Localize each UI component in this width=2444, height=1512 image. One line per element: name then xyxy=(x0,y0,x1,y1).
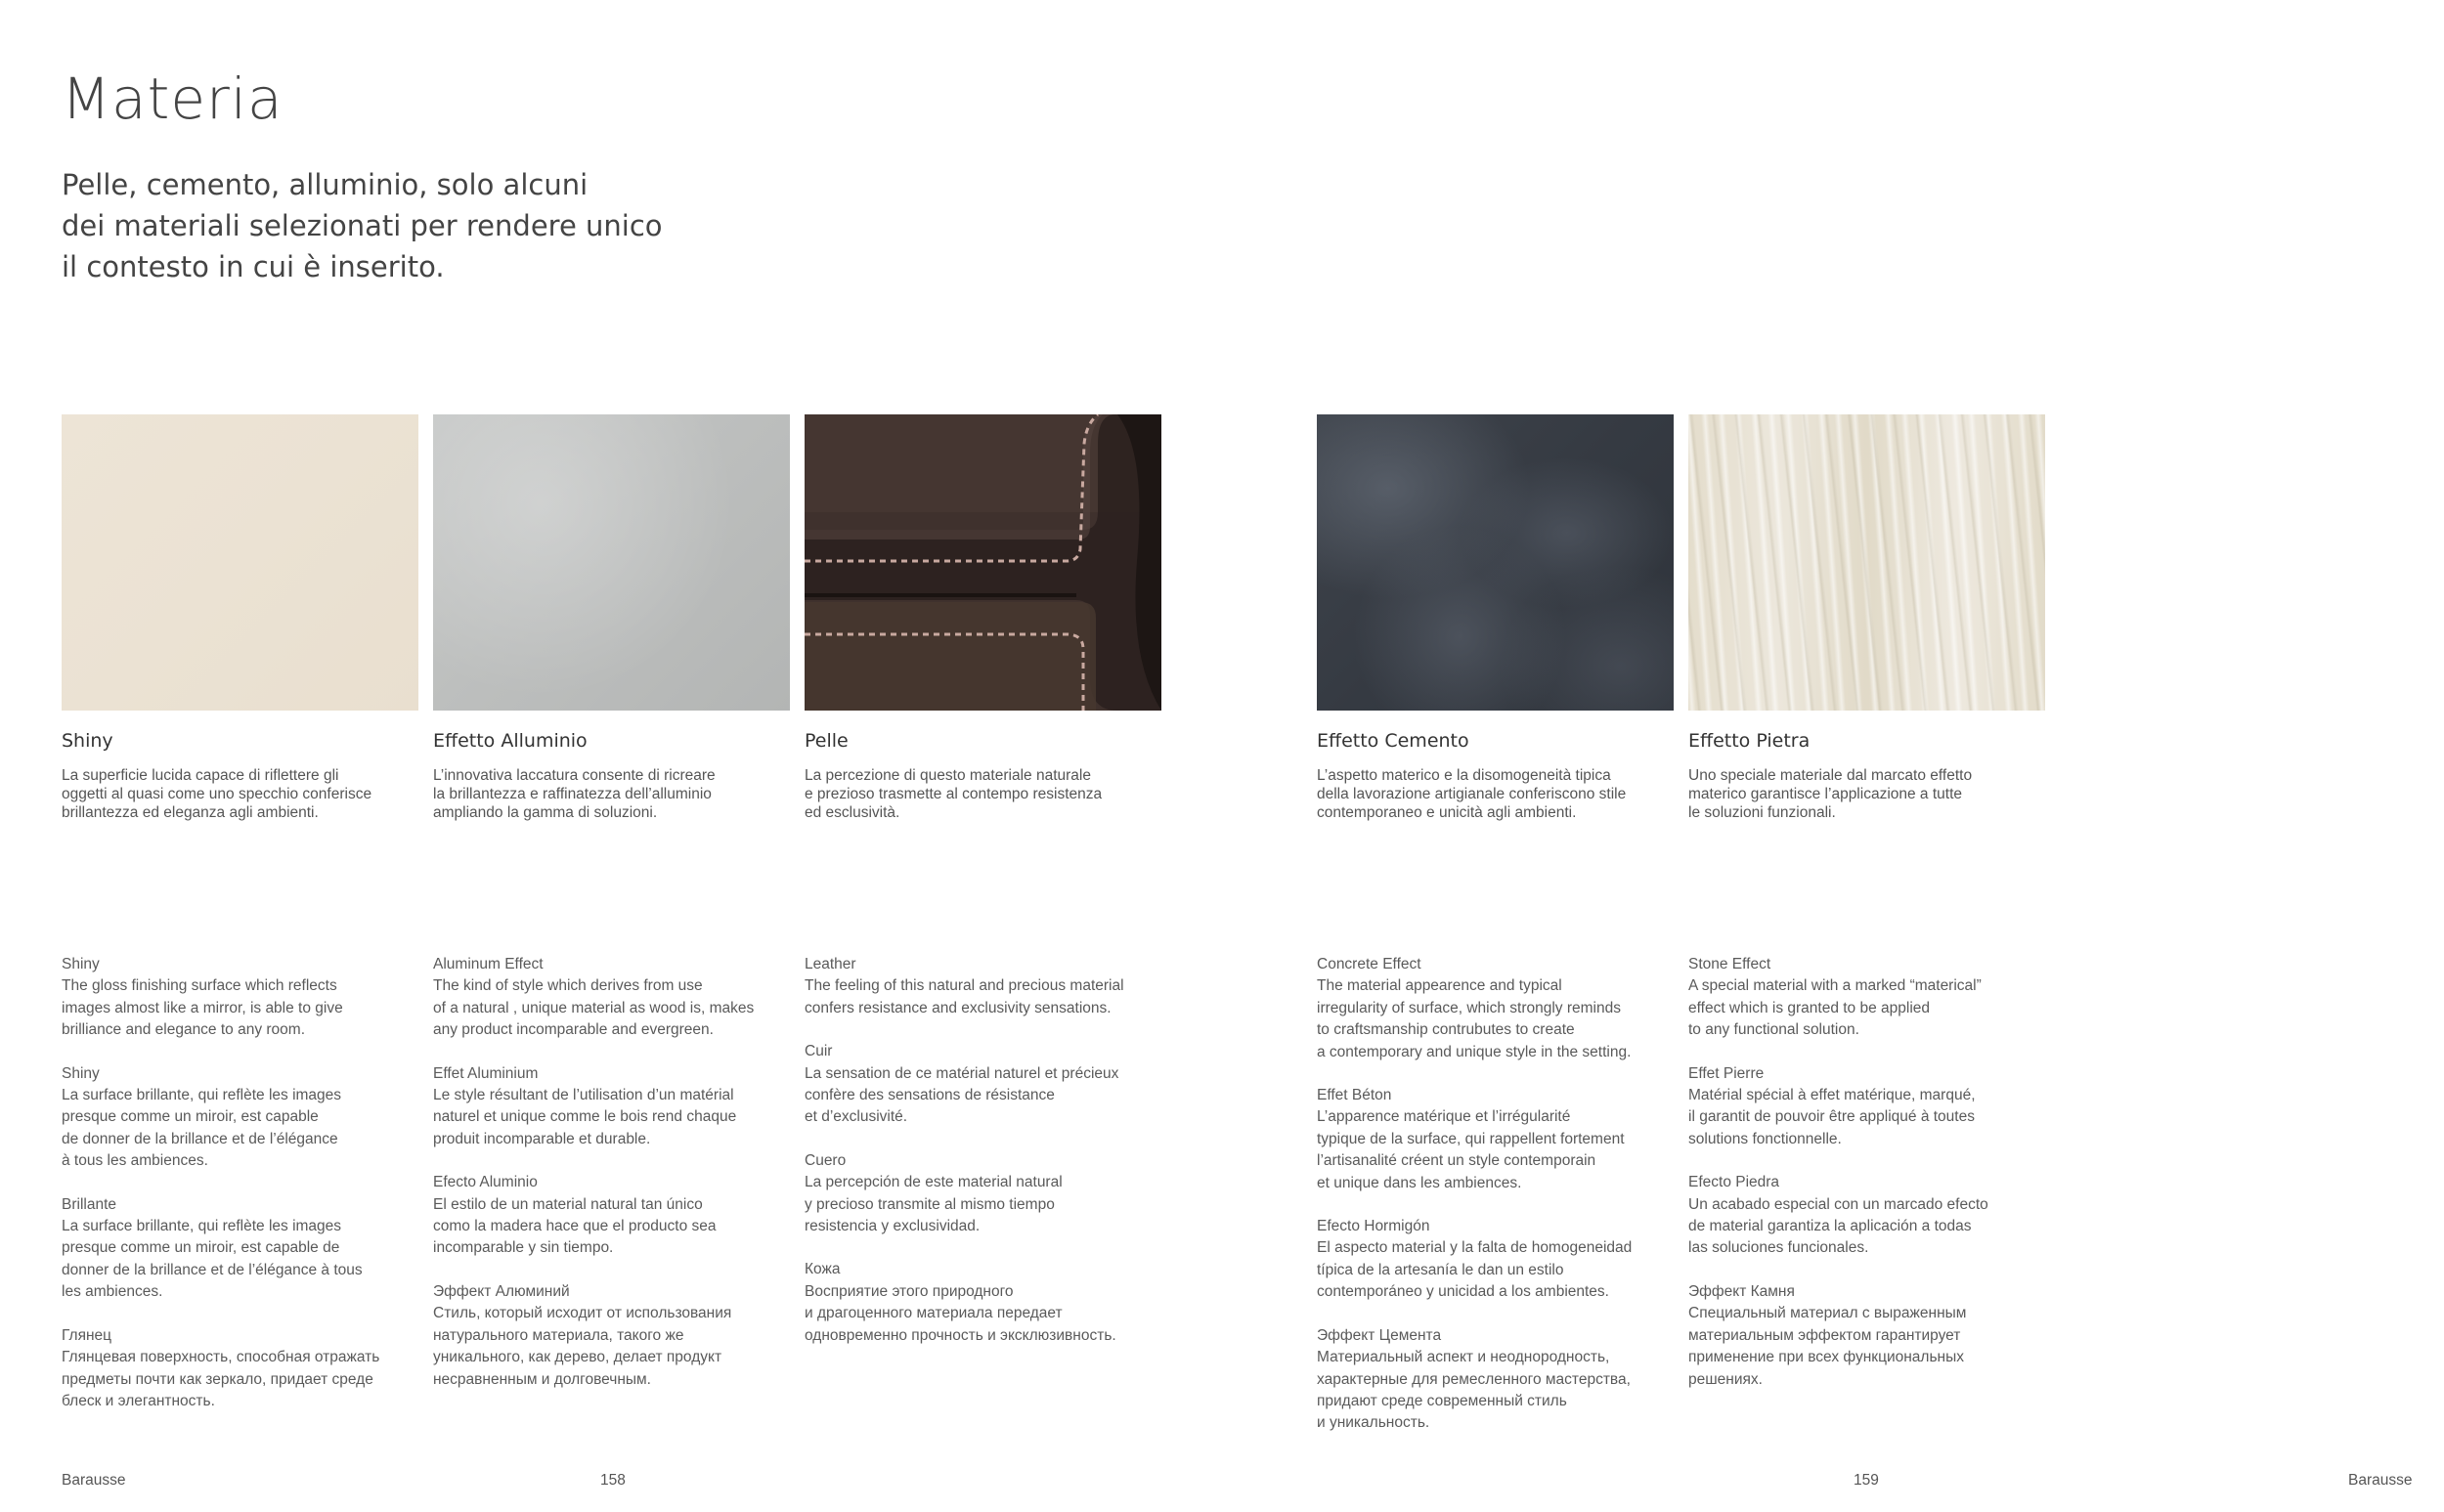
aluminium-swatch-image xyxy=(433,414,790,711)
translation-block xyxy=(805,1041,1176,1129)
translation-block xyxy=(433,1063,805,1151)
translation-block xyxy=(1688,954,2060,1042)
translation-line: produit incomparable et durable. xyxy=(433,1130,651,1147)
translation-line: confers resistance and exclusivity sensations. xyxy=(805,999,1112,1016)
material-card-shiny xyxy=(62,414,418,822)
material-name: Pelle xyxy=(805,730,849,752)
translation-line: típica de la artesanía le dan un estilo xyxy=(1317,1261,1564,1278)
translation-line: El estilo de un material natural tan único xyxy=(433,1195,703,1213)
translation-line: предметы почти как зеркало, придает среде xyxy=(62,1370,373,1388)
description-line: La percezione di questo materiale naturale xyxy=(805,767,1091,784)
material-description xyxy=(62,766,418,822)
translation-label: Cuero xyxy=(805,1151,847,1169)
translation-line: La surface brillante, qui reflète les images xyxy=(62,1218,342,1235)
cement-swatch-image xyxy=(1317,414,1674,711)
description-line: della lavorazione artigianale conferiscono stile xyxy=(1317,786,1627,802)
material-name: Effetto Pietra xyxy=(1688,730,1811,752)
translation-line: A special material with a marked “materical” xyxy=(1688,977,1982,995)
description-line: La superficie lucida capace di riflettere gli xyxy=(62,767,339,784)
translation-block xyxy=(1688,1063,2060,1151)
translation-label: Efecto Piedra xyxy=(1688,1174,1780,1191)
translation-line: como la madera hace que el producto sea xyxy=(433,1218,717,1235)
translation-line: и уникальность. xyxy=(1317,1414,1430,1432)
translation-label: Shiny xyxy=(62,956,100,972)
page-number-left: 158 xyxy=(600,1472,626,1489)
description-line: oggetti al quasi come uno specchio conferisce xyxy=(62,786,372,802)
description-line: ed esclusività. xyxy=(805,804,900,821)
translation-block xyxy=(1317,1085,1688,1194)
translation-line: confère des sensations de résistance xyxy=(805,1087,1055,1104)
description-line: e prezioso trasmette al contempo resistenza xyxy=(805,786,1103,802)
material-description xyxy=(805,766,1161,822)
translation-text xyxy=(62,1216,433,1304)
translation-line: of a natural , unique material as wood is, makes xyxy=(433,999,755,1016)
translation-text xyxy=(1317,1237,1688,1303)
translation-line: Восприятие этого природного xyxy=(805,1282,1014,1300)
translation-line: придают среде современный стиль xyxy=(1317,1392,1567,1409)
translation-label: Leather xyxy=(805,956,856,972)
translation-line: las soluciones funcionales. xyxy=(1688,1239,1869,1257)
translation-line: материальным эффектом гарантирует xyxy=(1688,1326,1961,1344)
translation-block xyxy=(433,1172,805,1260)
translation-block xyxy=(1317,954,1688,1063)
page-title: Materia xyxy=(62,65,284,132)
material-card-cement xyxy=(1317,414,1674,822)
translation-line: уникального, как дерево, делает продукт xyxy=(433,1349,722,1366)
translation-line: Matérial spécial à effet matérique, marqué, xyxy=(1688,1087,1976,1104)
translation-text xyxy=(1688,1194,2060,1260)
translation-block xyxy=(805,954,1176,1019)
description-line: materico garantisce l’applicazione a tutte xyxy=(1688,786,1963,802)
translation-text xyxy=(1688,975,2060,1041)
translation-line: effect which is granted to be applied xyxy=(1688,999,1931,1016)
translation-line: Le style résultant de l’utilisation d’un matérial xyxy=(433,1087,734,1104)
subtitle-line: dei materiali selezionati per rendere unico xyxy=(62,209,663,242)
translation-label: Кожа xyxy=(805,1261,841,1278)
material-card-aluminium xyxy=(433,414,790,822)
translation-text xyxy=(62,1347,433,1412)
translation-label: Effet Béton xyxy=(1317,1087,1392,1104)
material-name: Shiny xyxy=(62,730,113,752)
translation-line: les ambiences. xyxy=(62,1283,163,1301)
material-card-leather xyxy=(805,414,1161,822)
translation-line: The material appearence and typical xyxy=(1317,977,1562,995)
translation-line: irregularity of surface, which strongly reminds xyxy=(1317,999,1621,1016)
translation-text xyxy=(805,1172,1176,1237)
description-line: L’aspetto materico e la disomogeneità tipica xyxy=(1317,767,1611,784)
translation-line: y precioso transmite al mismo tiempo xyxy=(805,1195,1055,1213)
translation-line: The feeling of this natural and precious material xyxy=(805,977,1124,995)
translation-label: Efecto Aluminio xyxy=(433,1174,538,1191)
description-line: ampliando la gamma di soluzioni. xyxy=(433,804,658,821)
translation-text xyxy=(1688,1303,2060,1391)
translation-line: donner de la brillance et de l’élégance à tous xyxy=(62,1261,363,1278)
translation-block xyxy=(1688,1172,2060,1260)
description-line: le soluzioni funzionali. xyxy=(1688,804,1836,821)
translation-label: Efecto Hormigón xyxy=(1317,1218,1430,1235)
translation-block xyxy=(62,1063,433,1173)
description-line: brillantezza ed eleganza agli ambienti. xyxy=(62,804,319,821)
translation-line: de donner de la brillance et de l’élégance xyxy=(62,1130,338,1147)
translation-block xyxy=(62,954,433,1042)
translation-block xyxy=(62,1325,433,1413)
material-description xyxy=(1688,766,2045,822)
translation-line: incomparable y sin tiempo. xyxy=(433,1239,614,1257)
translation-label: Aluminum Effect xyxy=(433,956,544,972)
subtitle-line: il contesto in cui è inserito. xyxy=(62,250,445,283)
translation-line: brilliance and elegance to any room. xyxy=(62,1021,306,1039)
translation-line: contemporáneo y unicidad a los ambientes. xyxy=(1317,1283,1609,1301)
shiny-swatch-image xyxy=(62,414,418,711)
translation-line: images almost like a mirror, is able to give xyxy=(62,999,343,1016)
translations-shiny xyxy=(62,954,433,1434)
translation-label: Эффект Алюминий xyxy=(433,1282,570,1300)
translation-line: de material garantiza la aplicación a todas xyxy=(1688,1218,1972,1235)
translation-line: The kind of style which derives from use xyxy=(433,977,703,995)
description-line: Uno speciale materiale dal marcato effetto xyxy=(1688,767,1973,784)
translation-block xyxy=(805,1150,1176,1238)
translation-line: блеск и элегантность. xyxy=(62,1392,215,1409)
translation-line: характерные для ремесленного мастерства, xyxy=(1317,1370,1631,1388)
translation-line: La sensation de ce matérial naturel et précieux xyxy=(805,1064,1119,1082)
translation-label: Effet Aluminium xyxy=(433,1064,539,1082)
translation-text xyxy=(1688,1085,2060,1150)
translation-text xyxy=(433,1194,805,1260)
translation-label: Concrete Effect xyxy=(1317,956,1421,972)
translation-line: Материальный аспект и неоднородность, xyxy=(1317,1349,1610,1366)
material-name: Effetto Alluminio xyxy=(433,730,588,752)
material-card-stone xyxy=(1688,414,2045,822)
description-line: L’innovativa laccatura consente di ricreare xyxy=(433,767,716,784)
translation-line: a contemporary and unique style in the setting. xyxy=(1317,1043,1632,1060)
translation-line: применение при всех функциональных xyxy=(1688,1349,1964,1366)
translation-line: to any functional solution. xyxy=(1688,1021,1859,1039)
page-number-right: 159 xyxy=(1854,1472,1879,1489)
translation-line: presque comme un miroir, est capable xyxy=(62,1108,319,1126)
translation-label: Shiny xyxy=(62,1064,100,1082)
translation-label: Глянец xyxy=(62,1326,112,1344)
translation-label: Cuir xyxy=(805,1043,833,1060)
translation-text xyxy=(1317,1106,1688,1194)
translation-text xyxy=(805,1281,1176,1347)
description-line: contemporaneo e unicità agli ambienti. xyxy=(1317,804,1577,821)
translation-line: il garantit de pouvoir être appliqué à toutes xyxy=(1688,1108,1975,1126)
translation-text xyxy=(433,1303,805,1391)
stone-swatch-image xyxy=(1688,414,2045,711)
material-description xyxy=(433,766,790,822)
translation-block xyxy=(1317,1216,1688,1304)
translation-block xyxy=(433,1281,805,1391)
translation-line: La percepción de este material natural xyxy=(805,1174,1063,1191)
translation-line: L’apparence matérique et l’irrégularité xyxy=(1317,1108,1571,1126)
translation-line: The gloss finishing surface which reflects xyxy=(62,977,337,995)
translations-aluminium xyxy=(433,954,805,1412)
translation-line: et d’exclusivité. xyxy=(805,1108,908,1126)
translation-line: solutions fonctionnelle. xyxy=(1688,1130,1842,1147)
footer-brand-left: Barausse xyxy=(62,1472,126,1489)
translation-text xyxy=(1317,1347,1688,1435)
translation-line: решениях. xyxy=(1688,1370,1763,1388)
translation-line: несравненным и долговечным. xyxy=(433,1370,651,1388)
translation-line: to craftsmanship contrubutes to create xyxy=(1317,1021,1575,1039)
footer-brand-right: Barausse xyxy=(2348,1472,2413,1489)
translation-label: Effet Pierre xyxy=(1688,1064,1765,1082)
translation-text xyxy=(62,1085,433,1173)
translation-block xyxy=(433,954,805,1042)
translation-text xyxy=(433,1085,805,1150)
material-name: Effetto Cemento xyxy=(1317,730,1469,752)
page-subtitle xyxy=(62,164,726,287)
translation-line: any product incomparable and evergreen. xyxy=(433,1021,714,1039)
subtitle-line: Pelle, cemento, alluminio, solo alcuni xyxy=(62,168,589,201)
translation-block xyxy=(1317,1325,1688,1435)
translation-label: Stone Effect xyxy=(1688,956,1771,972)
translation-line: typique de la surface, qui rappellent fortement xyxy=(1317,1130,1625,1147)
translation-line: Стиль, который исходит от использования xyxy=(433,1305,732,1322)
translations-stone xyxy=(1688,954,2060,1412)
translation-label: Эффект Камня xyxy=(1688,1282,1795,1300)
translation-line: naturel et unique comme le bois rend chaque xyxy=(433,1108,737,1126)
leather-swatch-image xyxy=(805,414,1161,711)
translation-block xyxy=(62,1194,433,1304)
translation-text xyxy=(433,975,805,1041)
translation-block xyxy=(1688,1281,2060,1391)
translation-label: Brillante xyxy=(62,1195,116,1213)
translation-text xyxy=(805,1063,1176,1129)
translation-block xyxy=(805,1259,1176,1347)
translation-line: El aspecto material y la falta de homogeneidad xyxy=(1317,1239,1633,1257)
translation-line: et unique dans les ambiences. xyxy=(1317,1174,1522,1191)
translation-line: La surface brillante, qui reflète les images xyxy=(62,1087,342,1104)
translation-label: Эффект Цемента xyxy=(1317,1326,1442,1344)
translation-line: Специальный материал с выраженным xyxy=(1688,1305,1967,1322)
translation-text xyxy=(62,975,433,1041)
translation-line: presque comme un miroir, est capable de xyxy=(62,1239,340,1257)
translation-text xyxy=(1317,975,1688,1063)
description-line: la brillantezza e raffinatezza dell’alluminio xyxy=(433,786,712,802)
translation-line: resistencia y exclusividad. xyxy=(805,1218,981,1235)
material-description xyxy=(1317,766,1674,822)
translation-line: Un acabado especial con un marcado efecto xyxy=(1688,1195,1988,1213)
translation-line: и драгоценного материала передает xyxy=(805,1305,1063,1322)
translation-line: l’artisanalité créent un style contemporain xyxy=(1317,1152,1596,1170)
translation-line: натурального материала, такого же xyxy=(433,1326,684,1344)
translations-cement xyxy=(1317,954,1688,1456)
translation-line: одновременно прочность и эксклюзивность. xyxy=(805,1326,1116,1344)
translation-line: Глянцевая поверхность, способная отражать xyxy=(62,1349,380,1366)
translation-text xyxy=(805,975,1176,1019)
translation-line: à tous les ambiences. xyxy=(62,1152,208,1170)
translations-leather xyxy=(805,954,1176,1368)
